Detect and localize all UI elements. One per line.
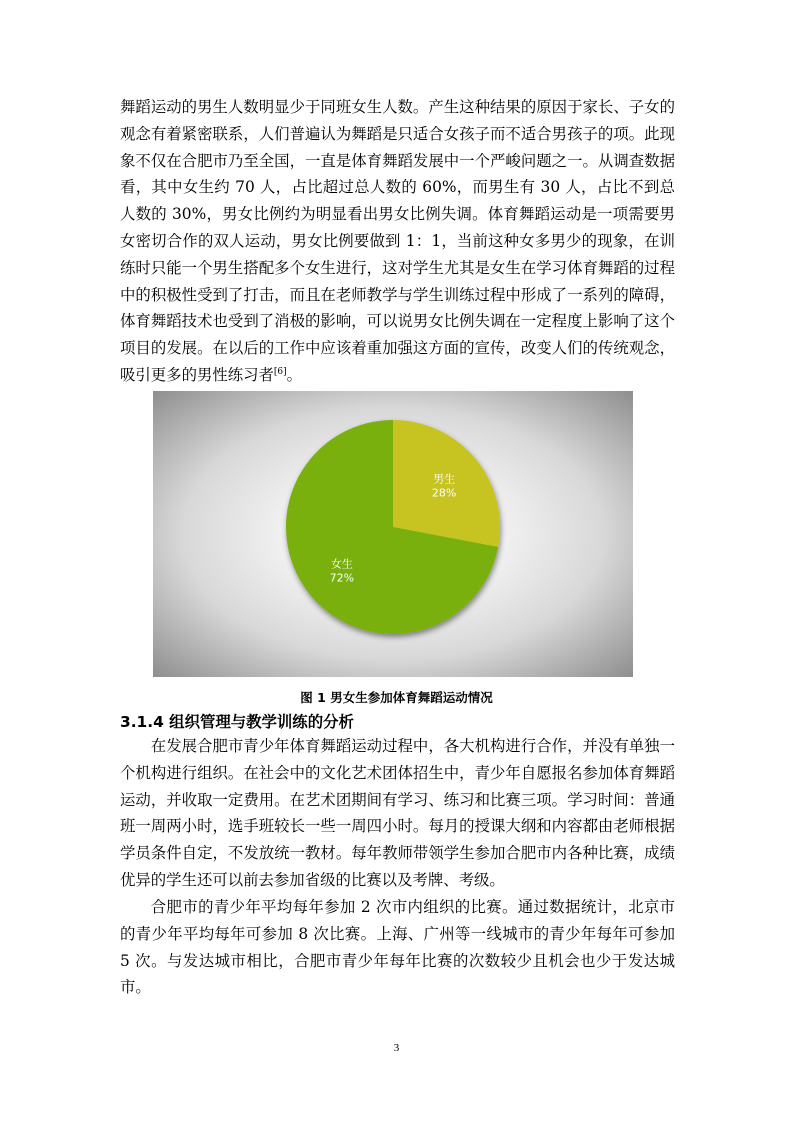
paragraph-1-text: 舞蹈运动的男生人数明显少于同班女生人数。产生这种结果的原因于家长、子女的观念有着紧密联系，人们普遍认为舞蹈是只适合女孩子而不适合男孩子的项。此现象不仅在合肥市乃至全国，一直是体育舞蹈发展中一个严峻问题之一。从调查数据看，其中女生约 70 人，占比超过总人数的 60%，而男生有 30 人，占比不到总人数的 30%，男女比例约为明显看出男女比例失调。体育舞蹈运动是一项需要男女密切合作的双人运动，男女比例要做到 1：1，当前这种女多男少的现象，在训练时只能一个男生搭配多个女生进行，这对学生尤其是女生在学习体育舞蹈的过程中的积极性受到了打击，而且在老师教学与学生训练过程中形成了一系列的障碍，体育舞蹈技术也受到了消极的影响，可以说男女比例失调在一定程度上影响了这个项目的发展。在以后的工作中应该着重加强这方面的宣传，改变人们的传统观念，吸引更多的男性练习者: [120, 98, 675, 384]
pie-chart: [153, 391, 633, 677]
page-number: 3: [393, 1042, 400, 1054]
body-paragraph-2: 在发展合肥市青少年体育舞蹈运动过程中，各大机构进行合作，并没有单独一个机构进行组织。在社会中的文化艺术团体招生中，青少年自愿报名参加体育舞蹈运动，并收取一定费用。在艺术团期间有学习、练习和比赛三项。学习时间：普通班一周两小时，选手班较长一些一周四小时。每月的授课大纲和内容都由老师根据学员条件自定，不发放统一教材。每年教师带领学生参加合肥市内各种比赛，成绩优异的学生还可以前去参加省级的比赛以及考牌、考级。: [120, 737, 675, 889]
figure-caption: 图 1 男女生参加体育舞蹈运动情况: [300, 690, 493, 705]
pie-value-label-female: 72%: [329, 571, 355, 585]
pie-label-female: 女生: [330, 557, 353, 571]
section-heading: 3.1.4 组织管理与教学训练的分析: [120, 713, 354, 731]
pie-label-male: 男生: [433, 472, 456, 486]
body-paragraph-3: 合肥市的青少年平均每年参加 2 次市内组织的比赛。通过数据统计，北京市的青少年平均每年可参加 8 次比赛。上海、广州等一线城市的青少年每年可参加 5 次。与发达城市相比，合肥市青少年每年比赛的次数较少且机会也少于发达城市。: [120, 898, 675, 997]
citation-ref: [6]: [273, 366, 287, 377]
pie-value-label-male: 28%: [431, 486, 457, 500]
pie-chart-frame: [153, 391, 633, 677]
paragraph-1-end: 。: [286, 365, 303, 384]
body-paragraph-1: [120, 94, 675, 389]
